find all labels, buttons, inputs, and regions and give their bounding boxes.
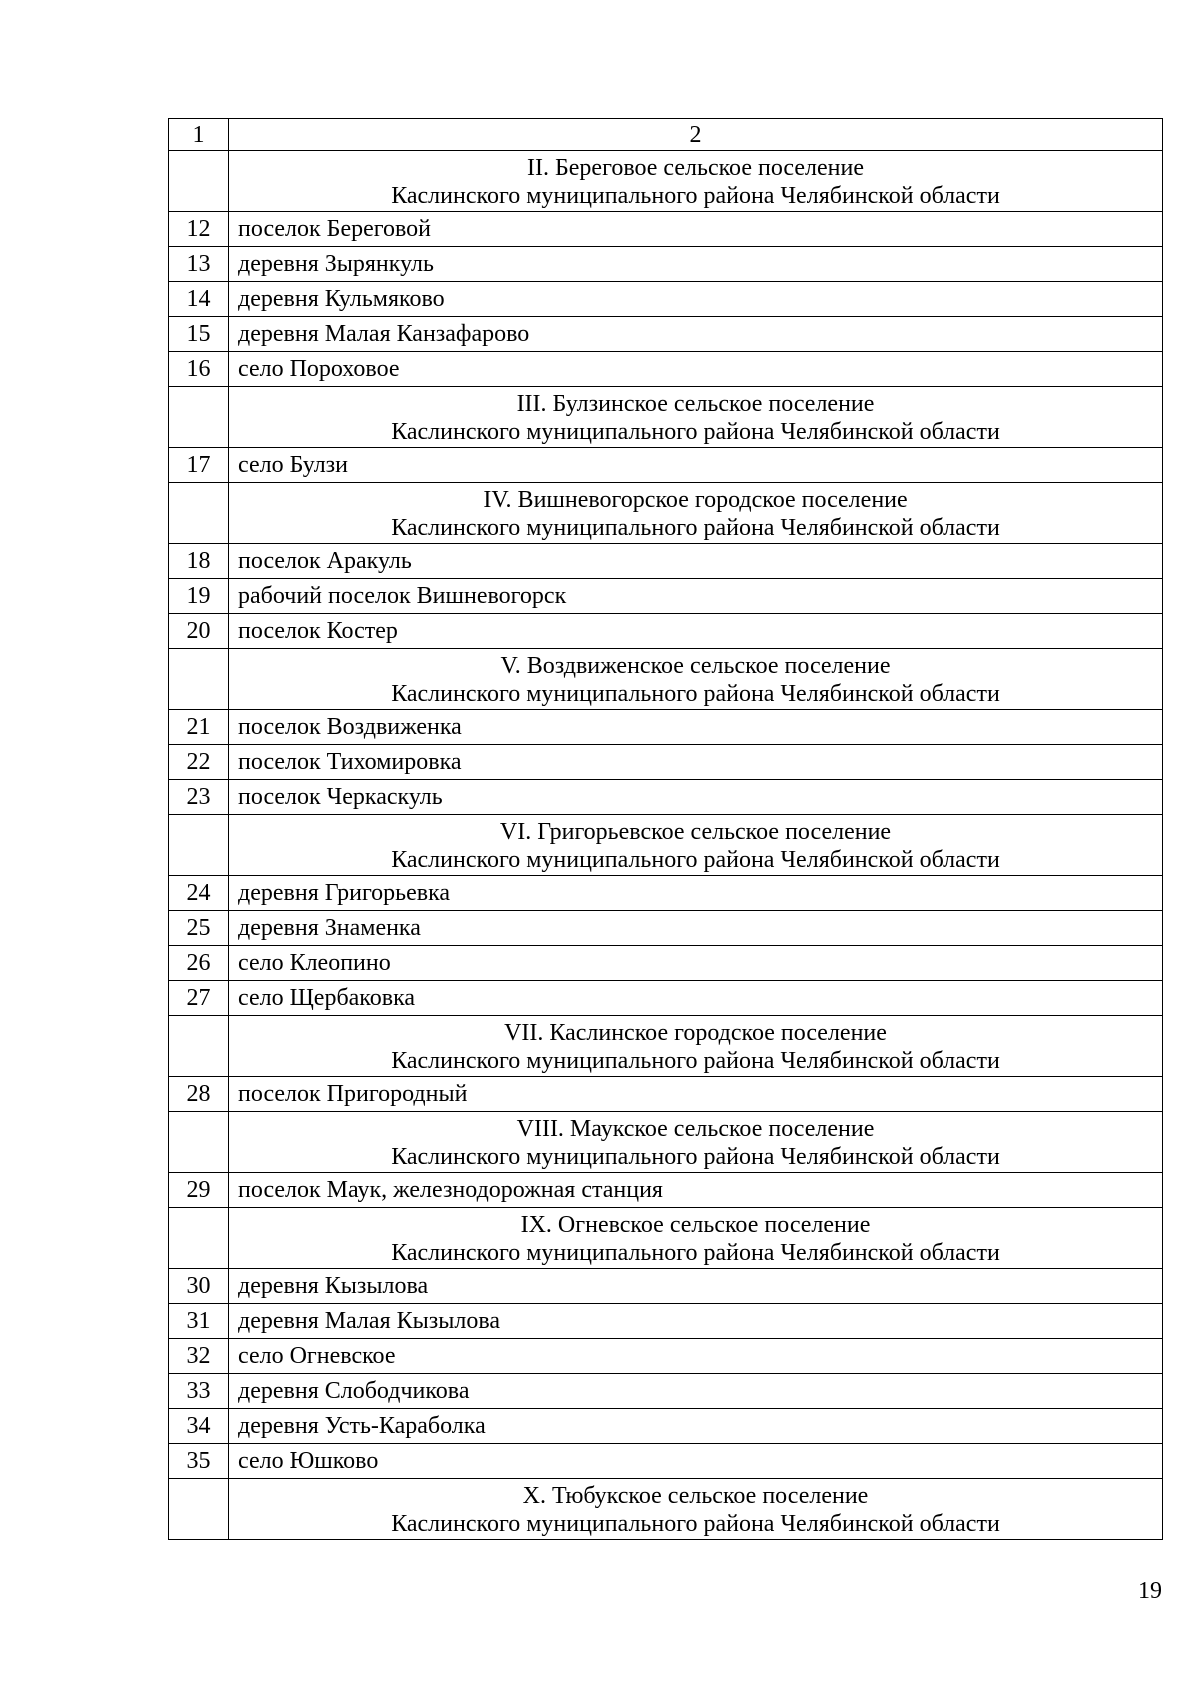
section-title-cell [229,387,1163,448]
settlements-table [168,118,1163,1540]
section-subtitle: Каслинского муниципального района Челябинской области [391,1047,1000,1074]
row-number: 23 [169,780,229,815]
row-number: 16 [169,352,229,387]
section-number-cell [169,1016,229,1077]
section-number-cell [169,151,229,212]
settlements-table-body [169,119,1163,1540]
section-title-cell [229,483,1163,544]
section-header-row [169,387,1163,448]
section-title-cell [229,1208,1163,1269]
section-title: IV. Вишневогорское городское поселение [483,486,908,513]
table-row [169,614,1163,649]
table-row [169,1173,1163,1208]
section-header-row [169,483,1163,544]
table-row [169,911,1163,946]
table-row [169,352,1163,387]
settlement-name: поселок Черкаскуль [229,780,1163,815]
section-subtitle: Каслинского муниципального района Челябинской области [391,1510,1000,1537]
section-number-cell [169,1479,229,1540]
section-title-cell [229,815,1163,876]
settlement-name: село Булзи [229,448,1163,483]
table-row [169,544,1163,579]
section-title-cell [229,649,1163,710]
settlement-name: деревня Григорьевка [229,876,1163,911]
section-subtitle: Каслинского муниципального района Челябинской области [391,846,1000,873]
section-header-row [169,815,1163,876]
section-title-cell [229,151,1163,212]
table-row [169,981,1163,1016]
section-header-row [169,1208,1163,1269]
row-number: 21 [169,710,229,745]
table-row [169,579,1163,614]
settlement-name: деревня Малая Кызылова [229,1304,1163,1339]
section-title-cell [229,1016,1163,1077]
row-number: 32 [169,1339,229,1374]
settlement-name: поселок Береговой [229,212,1163,247]
table-row [169,710,1163,745]
settlement-name: рабочий поселок Вишневогорск [229,579,1163,614]
table-row [169,247,1163,282]
section-number-cell [169,483,229,544]
column-number-1: 1 [169,119,229,151]
section-header-row [169,1112,1163,1173]
section-title: II. Береговое сельское поселение [527,154,864,181]
section-header-row [169,1479,1163,1540]
settlement-name: село Пороховое [229,352,1163,387]
column-number-row [169,119,1163,151]
table-row [169,1339,1163,1374]
row-number: 27 [169,981,229,1016]
settlement-name: село Клеопино [229,946,1163,981]
section-subtitle: Каслинского муниципального района Челябинской области [391,1239,1000,1266]
table-row [169,317,1163,352]
section-subtitle: Каслинского муниципального района Челябинской области [391,418,1000,445]
section-title-cell [229,1112,1163,1173]
row-number: 24 [169,876,229,911]
table-row [169,780,1163,815]
section-header-row [169,151,1163,212]
row-number: 22 [169,745,229,780]
table-row [169,1409,1163,1444]
table-row [169,1269,1163,1304]
section-subtitle: Каслинского муниципального района Челябинской области [391,1143,1000,1170]
column-number-2: 2 [229,119,1163,151]
row-number: 19 [169,579,229,614]
table-row [169,1077,1163,1112]
section-title: III. Булзинское сельское поселение [516,390,875,417]
table-row [169,282,1163,317]
row-number: 26 [169,946,229,981]
section-number-cell [169,387,229,448]
section-title: VIII. Маукское сельское поселение [516,1115,875,1142]
section-number-cell [169,1112,229,1173]
table-row [169,876,1163,911]
section-number-cell [169,649,229,710]
section-subtitle: Каслинского муниципального района Челябинской области [391,514,1000,541]
settlement-name: деревня Кульмяково [229,282,1163,317]
section-title: IX. Огневское сельское поселение [520,1211,871,1238]
row-number: 28 [169,1077,229,1112]
settlement-name: поселок Аракуль [229,544,1163,579]
row-number: 18 [169,544,229,579]
table-row [169,448,1163,483]
settlement-name: поселок Тихомировка [229,745,1163,780]
table-row [169,946,1163,981]
settlement-name: поселок Воздвиженка [229,710,1163,745]
section-number-cell [169,1208,229,1269]
row-number: 30 [169,1269,229,1304]
settlement-name: деревня Кызылова [229,1269,1163,1304]
section-number-cell [169,815,229,876]
row-number: 31 [169,1304,229,1339]
section-subtitle: Каслинского муниципального района Челябинской области [391,182,1000,209]
settlement-name: деревня Слободчикова [229,1374,1163,1409]
section-title: V. Воздвиженское сельское поселение [500,652,891,679]
row-number: 14 [169,282,229,317]
settlement-name: поселок Маук, железнодорожная станция [229,1173,1163,1208]
row-number: 25 [169,911,229,946]
page-number: 19 [1138,1578,1162,1604]
section-header-row [169,649,1163,710]
section-title-cell [229,1479,1163,1540]
row-number: 34 [169,1409,229,1444]
row-number: 17 [169,448,229,483]
table-row [169,1374,1163,1409]
section-title: VI. Григорьевское сельское поселение [499,818,892,845]
settlement-name: деревня Зырянкуль [229,247,1163,282]
row-number: 29 [169,1173,229,1208]
table-row [169,212,1163,247]
table-row [169,745,1163,780]
section-title: X. Тюбукское сельское поселение [522,1482,869,1509]
settlement-name: село Огневское [229,1339,1163,1374]
row-number: 13 [169,247,229,282]
table-row [169,1304,1163,1339]
row-number: 15 [169,317,229,352]
table-row [169,1444,1163,1479]
section-subtitle: Каслинского муниципального района Челябинской области [391,680,1000,707]
row-number: 35 [169,1444,229,1479]
settlement-name: деревня Усть-Караболка [229,1409,1163,1444]
settlement-name: деревня Знаменка [229,911,1163,946]
settlement-name: деревня Малая Канзафарово [229,317,1163,352]
row-number: 20 [169,614,229,649]
row-number: 12 [169,212,229,247]
settlement-name: поселок Пригородный [229,1077,1163,1112]
settlement-name: село Юшково [229,1444,1163,1479]
settlement-name: поселок Костер [229,614,1163,649]
row-number: 33 [169,1374,229,1409]
section-header-row [169,1016,1163,1077]
section-title: VII. Каслинское городское поселение [504,1019,887,1046]
settlement-name: село Щербаковка [229,981,1163,1016]
